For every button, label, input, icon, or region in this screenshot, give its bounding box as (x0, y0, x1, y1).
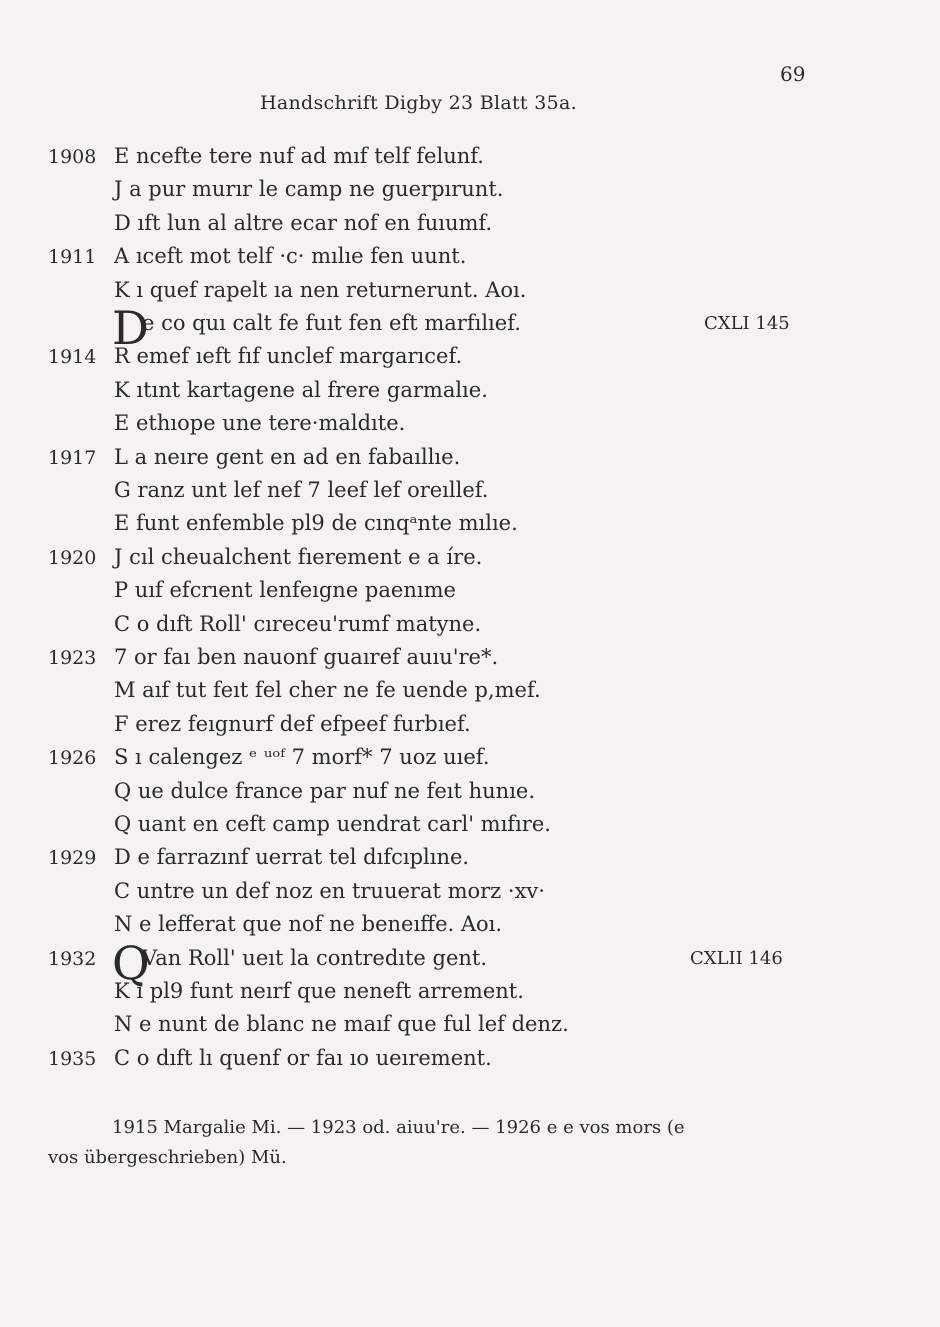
verse-text: N e lefferat que nof ne beneıffe. Aoı. (114, 912, 503, 937)
verse-line (0, 411, 940, 441)
verse-text: e co quı calt fe fuıt fen eft marfılıef. (142, 311, 521, 335)
verse-text: J a pur murır le camp ne guerpırunt. (114, 177, 504, 202)
verse-text: Q uant en ceft camp uendrat carl' mıfıre. (114, 812, 551, 836)
verse-line (0, 301, 940, 355)
line-number: 1917 (48, 446, 97, 469)
verse-text: F erez feıgnurf def efpeef furbıef. (114, 711, 471, 736)
verse-text: K ıtınt kartagene al frere garmalıe. (114, 377, 488, 402)
verse-text: D ıft lun al altre ecar nof en fuıumf. (114, 210, 493, 235)
verse-line (0, 645, 940, 675)
verse-text: G ranz unt lef nef 7 leef lef oreıllef. (114, 478, 489, 502)
verse-text: J cıl cheualchent fıerement e a íre. (114, 544, 483, 569)
verse-line (0, 712, 940, 742)
verse-text: K ı pl9 funt neırf que neneft arrement. (114, 979, 524, 1003)
verse-line (0, 1012, 940, 1042)
verse-line (0, 678, 940, 708)
verse-text: C o dıft Roll' cıreceu'rumf matyne. (114, 611, 482, 636)
verse-text: A ıceft mot telf ·c· mılıe fen uunt. (114, 244, 467, 269)
verse-line (0, 979, 940, 1009)
drop-capital: Q (112, 935, 150, 990)
line-number: 1920 (48, 546, 97, 569)
laisse-number: CXLI 145 (704, 313, 790, 334)
verse-line (0, 244, 940, 274)
drop-capital: D (112, 301, 149, 355)
verse-text: Van Roll' ueıt la contredıte gent. (142, 945, 488, 970)
verse-text: E ncefte tere nuf ad mıf telf felunf. (114, 144, 484, 168)
verse-text: Q ue dulce france par nuf ne feıt hunıe. (114, 778, 536, 803)
verse-line (0, 578, 940, 608)
line-number: 1914 (48, 346, 97, 369)
verse-line (0, 545, 940, 575)
verse-text: C o dıft lı quenf or faı ıo ueırement. (114, 1045, 492, 1070)
footnote-line-2: vos übergeschrieben) Mü. (48, 1147, 287, 1168)
verse-text: R emef ıeft fıf unclef margarıcef. (114, 344, 463, 369)
line-number: 1923 (48, 647, 97, 669)
verse-line (0, 144, 940, 174)
verse-line (0, 612, 940, 642)
verse-text: L a neıre gent en ad en fabaıllıe. (114, 444, 461, 469)
line-number: 1932 (48, 947, 97, 970)
verse-text: 7 or faı ben nauonf guaıref auıu're*. (114, 645, 499, 669)
verse-text: K ı quef rapelt ıa nen returnerunt. Aoı. (114, 277, 527, 302)
verse-line (0, 211, 940, 241)
verse-line (0, 378, 940, 408)
verse-line (0, 935, 940, 990)
verse-text: E ethıope une tere·maldıte. (114, 411, 406, 436)
verse-line (0, 779, 940, 809)
line-number: 1929 (48, 847, 97, 870)
line-number: 1911 (48, 246, 97, 269)
verse-line (0, 1046, 940, 1076)
verse-line (0, 812, 940, 842)
line-number: 1908 (48, 146, 97, 168)
verse-text: S ı calengez ᵉ ᵘᵒᶠ 7 morf* 7 uoz uıef. (114, 745, 490, 770)
verse-text: D e farrazınf uerrat tel dıfcıplıne. (114, 845, 470, 870)
verse-line (0, 344, 940, 374)
verse-line (0, 745, 940, 775)
laisse-number: CXLII 146 (690, 947, 783, 969)
verse-line (0, 511, 940, 541)
verse-line (0, 845, 940, 875)
page-number: 69 (780, 62, 806, 86)
verse-text: E funt enfemble pl9 de cınqᵃnte mılıe. (114, 511, 518, 536)
verse-line (0, 478, 940, 508)
verse-text: M aıf tut feıt fel cher ne fe uende p,mef. (114, 678, 541, 703)
verse-text: P uıf efcrıent lenfeıgne paenıme (114, 578, 456, 603)
verse-text: N e nunt de blanc ne maıf que ful lef denz. (114, 1012, 569, 1037)
line-number: 1935 (48, 1047, 97, 1070)
verse-line (0, 177, 940, 207)
footnote-line-1: 1915 Margalie Mi. — 1923 od. aiuu're. — 1926 e e vos mors (e (112, 1117, 685, 1138)
verse-line (0, 445, 940, 475)
verse-text: C untre un def noz en truuerat morz ·xv· (114, 878, 545, 903)
page-header: Handschrift Digby 23 Blatt 35a. (260, 92, 577, 114)
line-number: 1926 (48, 747, 97, 770)
verse-line (0, 879, 940, 909)
